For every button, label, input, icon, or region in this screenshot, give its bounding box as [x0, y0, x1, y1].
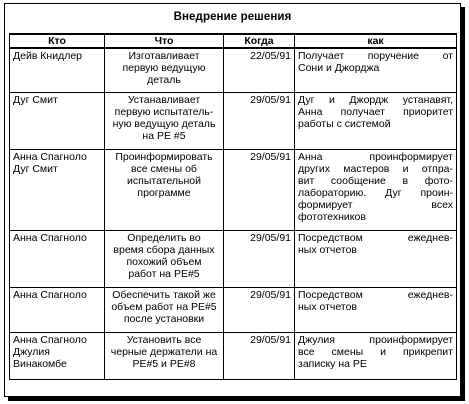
cell-when: 29/05/91: [224, 332, 295, 379]
cell-how-line: ных отчетов: [298, 243, 358, 256]
cell-how-line: Посредством ежеднев-: [298, 231, 453, 244]
cell-what-line: похожий объем: [126, 255, 202, 268]
cell-how-line: других мастеров и отпра-: [298, 162, 453, 175]
cell-what-line: Проинформировать: [115, 150, 213, 163]
cell-what-line: первую испытатель-: [114, 105, 214, 118]
cell-what: [105, 230, 224, 287]
cell-what-line: Обеспечить такой же: [112, 288, 216, 301]
header-who: Кто: [10, 34, 105, 48]
cell-what-line: ную ведущую деталь: [112, 117, 216, 130]
cell-how-line: записку на РЕ: [298, 357, 367, 370]
cell-how: [295, 149, 457, 230]
cell-how-line: Джулия проинформирует: [298, 333, 453, 346]
cell-how-line: работы с системой: [298, 117, 391, 130]
page-title: Внедрение решения: [173, 11, 292, 23]
cell-how-line: все смены и прикрепит: [298, 345, 453, 358]
cell-what-line: Определить во: [127, 231, 201, 244]
cell-when: 29/05/91: [224, 149, 295, 230]
cell-who: [10, 230, 105, 287]
table-body: [10, 48, 457, 379]
cell-what-line: РЕ#5 и РЕ#8: [132, 357, 196, 370]
cell-what-line: Устанавливает: [127, 93, 201, 106]
cell-how-line: Дуг и Джордж устанавят,: [298, 93, 453, 106]
cell-what-line: время сбора данных: [113, 243, 215, 256]
cell-what: [105, 92, 224, 149]
cell-who-line: Анна Спагноло: [13, 288, 87, 301]
cell-how-line: формирует всех: [298, 198, 453, 211]
cell-what: [105, 149, 224, 230]
cell-what-line: объем работ на РЕ#5: [111, 300, 217, 313]
document-frame: [4, 3, 461, 397]
cell-who-line: Джулия: [13, 345, 50, 358]
cell-who-line: Дуг Смит: [13, 162, 58, 175]
cell-who: [10, 287, 105, 332]
header-when: Когда: [224, 34, 295, 48]
cell-what: [105, 332, 224, 379]
cell-when: 29/05/91: [224, 230, 295, 287]
cell-who: [10, 332, 105, 379]
cell-who-line: Дуг Смит: [13, 93, 58, 106]
table-row: [10, 48, 457, 92]
cell-how-line: ных отчетов: [298, 300, 358, 313]
cell-what-line: работ на РЕ#5: [128, 267, 200, 280]
cell-what-line: все смены об: [131, 162, 197, 175]
cell-who-line: Винакомбе: [13, 357, 67, 370]
cell-what-line: испытательной: [127, 174, 201, 187]
cell-how-line: Сони и Джорджа: [298, 62, 380, 74]
cell-what-line: Установить все: [126, 333, 202, 346]
cell-how-line: Анна получает приоритет: [298, 105, 453, 118]
cell-how-line: Получает поручение от: [298, 50, 453, 62]
cell-who: [10, 92, 105, 149]
cell-who-line: Анна Спагноло: [13, 150, 87, 163]
cell-how: [295, 92, 457, 149]
cell-what: [105, 287, 224, 332]
cell-how-line: вит сообщение в фото-: [298, 174, 453, 187]
cell-what-line: после установки: [123, 312, 205, 325]
cell-when: 29/05/91: [224, 287, 295, 332]
cell-who-line: Анна Спагноло: [13, 231, 87, 244]
table-row: [10, 149, 457, 230]
cell-how: [295, 230, 457, 287]
header-how: как: [295, 34, 457, 48]
table-header-row: [10, 34, 457, 48]
cell-who: [10, 48, 105, 92]
cell-when: 22/05/91: [224, 48, 295, 92]
cell-how-line: фототехников: [298, 210, 366, 223]
table-row: [10, 92, 457, 149]
cell-how: [295, 287, 457, 332]
cell-how-line: лабораторию. Дуг проин-: [298, 186, 453, 199]
cell-who-line: Анна Спагноло: [13, 333, 87, 346]
cell-how-line: Посредством ежеднев-: [298, 288, 453, 301]
cell-what-line: первую ведущую: [122, 62, 206, 74]
table-row: [10, 287, 457, 332]
cell-how: [295, 48, 457, 92]
cell-how: [295, 332, 457, 379]
cell-how-line: Анна проинформирует: [298, 150, 453, 163]
cell-what-line: деталь: [147, 74, 181, 86]
table-row: [10, 332, 457, 379]
cell-who-line: Дейв Книдлер: [13, 50, 83, 62]
implementation-table: [9, 33, 457, 380]
cell-who: [10, 149, 105, 230]
cell-what: [105, 48, 224, 92]
cell-what-line: программе: [137, 186, 191, 199]
cell-what-line: черные держатели на: [110, 345, 218, 358]
cell-what-line: на РЕ #5: [142, 129, 186, 142]
cell-what-line: Изготавливает: [128, 50, 200, 62]
cell-when: 29/05/91: [224, 92, 295, 149]
header-what: Что: [105, 34, 224, 48]
table-row: [10, 230, 457, 287]
